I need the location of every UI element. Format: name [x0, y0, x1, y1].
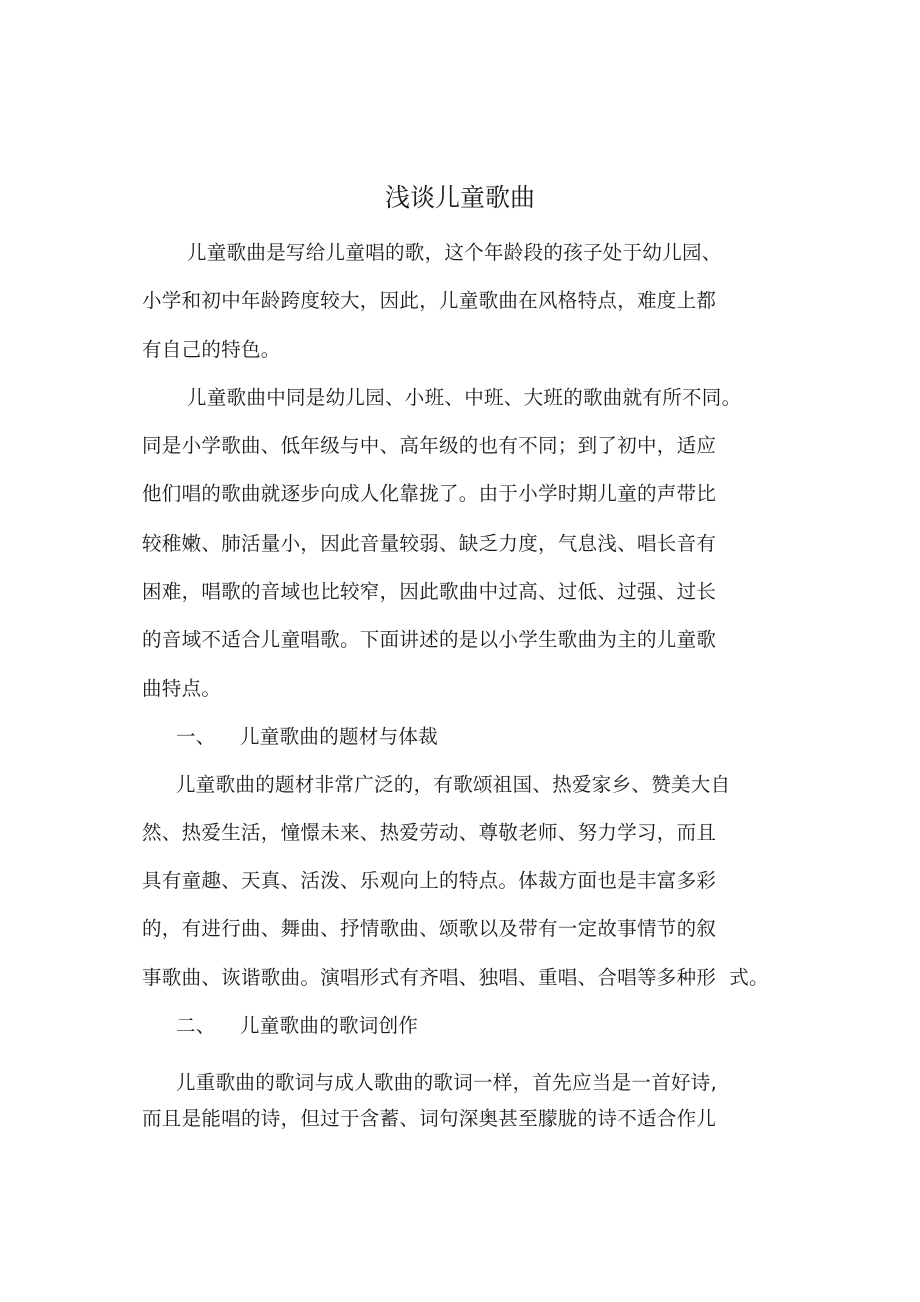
paragraph-line: 具有童趣、天真、活泼、乐观向上的特点。体裁方面也是丰富多彩 — [142, 869, 717, 892]
paragraph-line: 然、热爱生活，憧憬未来、热爱劳动、尊敬老师、努力学习，而且 — [142, 821, 717, 844]
paragraph-line: 困难，唱歌的音域也比较窄，因此歌曲中过高、过低、过强、过长 — [142, 580, 717, 603]
paragraph-line: 儿童歌曲中同是幼儿园、小班、中班、大班的歌曲就有所不同。 — [187, 386, 742, 409]
paragraph-line: 较稚嫩、肺活量小，因此音量较弱、缺乏力度，气息浅、唱长音有 — [142, 532, 717, 555]
section-heading-text: 儿童歌曲的歌词创作 — [240, 1014, 419, 1037]
paragraph-line: 曲特点。 — [142, 677, 222, 700]
paragraph-line: 而且是能唱的诗，但过于含蓄、词句深奥甚至朦胧的诗不适合作儿 — [142, 1107, 717, 1130]
section-number: 二、 — [176, 1014, 216, 1037]
section-number: 一、 — [176, 725, 216, 748]
paragraph-line: 有自己的特色。 — [142, 338, 281, 361]
paragraph-line: 儿童歌曲是写给儿童唱的歌，这个年龄段的孩子处于幼儿园、 — [187, 241, 722, 264]
section-heading-text: 儿童歌曲的题材与体裁 — [240, 725, 439, 748]
document-title: 浅谈儿童歌曲 — [384, 183, 535, 212]
paragraph-line: 事歌曲、诙谐歌曲。演唱形式有齐唱、独唱、重唱、合唱等多种形 式。 — [142, 966, 769, 989]
section-heading — [176, 1014, 418, 1038]
paragraph-line: 的音域不适合儿童唱歌。下面讲述的是以小学生歌曲为主的儿童歌 — [142, 628, 717, 651]
paragraph-line: 他们唱的歌曲就逐步向成人化靠拢了。由于小学时期儿童的声带比 — [142, 482, 717, 505]
section-heading — [176, 725, 438, 749]
paragraph-line: 儿童歌曲的题材非常广泛的，有歌颂祖国、热爱家乡、赞美大自 — [176, 773, 731, 796]
paragraph-line: 小学和初中年龄跨度较大，因此，儿童歌曲在风格特点，难度上都 — [142, 289, 717, 312]
paragraph-line: 的，有进行曲、舞曲、抒情歌曲、颂歌以及带有一定故事情节的叙 — [142, 917, 717, 940]
paragraph-line: 同是小学歌曲、低年级与中、高年级的也有不同；到了初中，适应 — [142, 434, 717, 457]
paragraph-line: 儿重歌曲的歌词与成人歌曲的歌词一样，首先应当是一首好诗, — [176, 1071, 718, 1094]
